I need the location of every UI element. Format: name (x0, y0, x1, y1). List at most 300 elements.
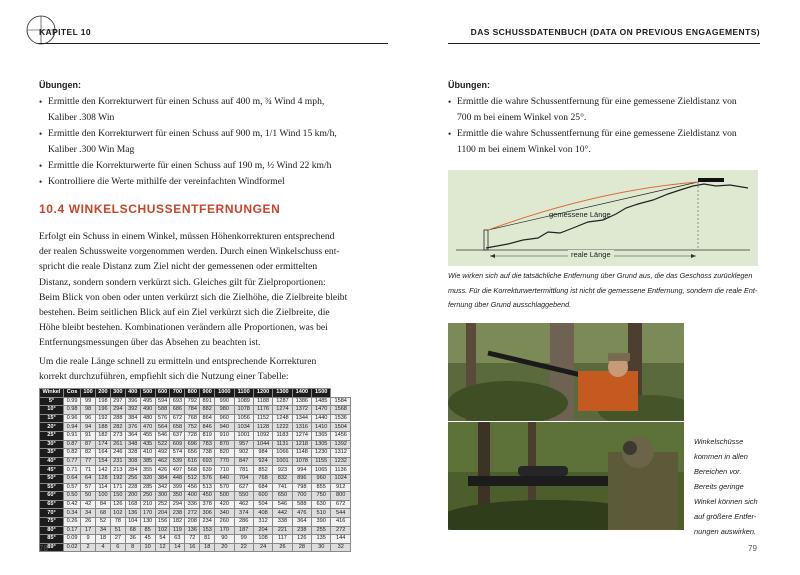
table-cell: 492 (155, 449, 170, 458)
table-cell: 784 (185, 406, 200, 415)
table-cell: 693 (200, 457, 215, 466)
table-cell: 497 (170, 466, 185, 475)
table-cell: 0.26 (64, 517, 81, 526)
shooter-post (484, 230, 488, 250)
exercise-line: Ermittle die wahre Schussentfernung für eine gemessene Zieldistanz von (457, 128, 737, 139)
table-cell: 0.34 (64, 509, 81, 518)
table-cell: 728 (185, 431, 200, 440)
table-cell: 102 (155, 526, 170, 535)
table-cell: 376 (125, 423, 140, 432)
table-cell: 26 (81, 517, 96, 526)
table-header-cell: 400 (125, 389, 140, 398)
table-cell: 1568 (331, 406, 351, 415)
table-cell: 288 (110, 414, 125, 423)
table-cell: 990 (215, 397, 234, 406)
table-row (40, 440, 351, 449)
table-cell: 136 (185, 526, 200, 535)
table-cell: 294 (110, 406, 125, 415)
angle-cosine-table (39, 388, 351, 552)
table-cell: 741 (273, 483, 292, 492)
table-cell: 34 (81, 509, 96, 518)
para-line: Um die reale Länge schnell zu ermitteln und entsprechende Korrekturen (39, 356, 317, 367)
table-cell: 27 (110, 535, 125, 544)
table-cell: 171 (110, 483, 125, 492)
table-header-cell: Winkel (40, 389, 64, 398)
table-header-cell: 900 (200, 389, 215, 398)
table-cell: 960 (215, 414, 234, 423)
table-cell: 153 (200, 526, 215, 535)
table-cell: 1232 (331, 457, 351, 466)
table-row (40, 466, 351, 475)
table-cell: 57 (81, 483, 96, 492)
table-cell: 204 (253, 526, 272, 535)
exercise-line: Kontrolliere die Werte mithilfe der vereinfachten Windformel (48, 176, 285, 187)
page-number-left: 78 (39, 544, 48, 553)
angle-cell: 60° (40, 492, 64, 501)
table-cell: 144 (331, 535, 351, 544)
table-cell: 544 (331, 509, 351, 518)
table-header-cell: 700 (170, 389, 185, 398)
table-cell: 1089 (234, 397, 253, 406)
table-cell: 294 (170, 500, 185, 509)
table-cell: 1001 (234, 431, 253, 440)
table-cell: 348 (125, 440, 140, 449)
table-cell: 364 (292, 517, 311, 526)
table-cell: 923 (273, 466, 292, 475)
table-cell: 846 (200, 423, 215, 432)
exercise-line: Kaliber .300 Win Mag (48, 144, 135, 155)
table-cell: 187 (234, 526, 253, 535)
table-header-cell: 800 (185, 389, 200, 398)
table-cell: 1148 (292, 449, 311, 458)
para-line: der realen Schussweite vorgenommen werden. Durch einen Winkelschuss ent- (39, 246, 340, 258)
table-row (40, 526, 351, 535)
table-cell: 170 (140, 509, 155, 518)
table-cell: 340 (215, 509, 234, 518)
table-cell: 576 (155, 414, 170, 423)
table-cell: 658 (170, 423, 185, 432)
table-cell: 0.71 (64, 466, 81, 475)
header-rule-left (38, 43, 388, 44)
table-cell: 246 (110, 449, 125, 458)
table-cell: 686 (170, 406, 185, 415)
table-cell: 2 (81, 543, 96, 552)
table-cell: 51 (110, 526, 125, 535)
table-cell: 1344 (292, 414, 311, 423)
table-cell: 650 (273, 492, 292, 501)
table-header-cell: 1500 (312, 389, 331, 398)
table-cell: 0.96 (64, 414, 81, 423)
table-row (40, 397, 351, 406)
table-cell: 71 (81, 466, 96, 475)
table-cell: 462 (155, 457, 170, 466)
table-cell: 85 (140, 526, 155, 535)
table-cell: 17 (81, 526, 96, 535)
table-cell: 570 (215, 483, 234, 492)
table-cell: 627 (234, 483, 253, 492)
table-cell: 832 (273, 474, 292, 483)
table-cell: 198 (96, 397, 111, 406)
angle-cell: 70° (40, 509, 64, 518)
exercise-line: 700 m bei einem Winkel von 25°. (457, 112, 587, 123)
body-paragraph-2 (39, 354, 351, 384)
table-cell: 752 (185, 423, 200, 432)
table-cell: 81 (200, 535, 215, 544)
table-cell: 1392 (331, 440, 351, 449)
table-cell: 384 (125, 414, 140, 423)
table-cell: 855 (312, 483, 331, 492)
table-cell: 912 (331, 483, 351, 492)
table-cell: 522 (155, 440, 170, 449)
para-line: Beim Blick von oben oder unten verkürzt sich die Zielhöhe, die Zielbreite bleibt (39, 291, 348, 303)
table-cell: 1410 (312, 423, 331, 432)
table-cell: 91 (81, 431, 96, 440)
table-cell: 1065 (312, 466, 331, 475)
para-line: korrekt durchzuführen, empfiehlt sich die Nutzung einer Tabelle: (39, 371, 289, 383)
table-cell: 50 (81, 492, 96, 501)
table-cell: 512 (185, 474, 200, 483)
table-cell: 864 (200, 414, 215, 423)
table-cell: 768 (185, 414, 200, 423)
exercise-line: Ermittle den Korrekturwert für einen Schuss auf 400 m, ¾ Wind 4 mph, (48, 96, 325, 107)
table-cell: 1152 (253, 414, 272, 423)
table-cell: 546 (273, 500, 292, 509)
table-cell: 228 (125, 483, 140, 492)
table-cell: 0.09 (64, 535, 81, 544)
para-line: Entfernungsmessungen über das Absehen zu beachten ist. (39, 337, 261, 349)
table-row (40, 535, 351, 544)
table-cell: 1136 (331, 466, 351, 475)
table-cell: 513 (200, 483, 215, 492)
table-cell: 87 (81, 440, 96, 449)
table-cell: 1316 (292, 423, 311, 432)
table-cell: 192 (110, 474, 125, 483)
table-cell: 286 (234, 517, 253, 526)
table-cell: 1440 (312, 414, 331, 423)
page-number-right: 79 (748, 544, 757, 553)
table-cell: 272 (331, 526, 351, 535)
caption-line: muss. Für die Korrekturwertermittlung ist nicht die gemessene Entfernung, sondern die reale Ent- (448, 285, 758, 295)
table-cell: 564 (155, 423, 170, 432)
exercise-line: 1100 m bei einem Winkel von 10°. (457, 144, 591, 155)
table-cell: 30 (312, 543, 331, 552)
table-cell: 18 (96, 535, 111, 544)
measured-line (488, 182, 698, 230)
table-cell: 639 (200, 466, 215, 475)
table-cell: 672 (331, 500, 351, 509)
side-caption-line: Bereits geringe (694, 482, 744, 491)
table-cell: 364 (125, 431, 140, 440)
angle-cell: 45° (40, 466, 64, 475)
table-cell: 54 (155, 535, 170, 544)
side-caption-line: Winkelschüsse (694, 437, 744, 446)
table-cell: 114 (96, 483, 111, 492)
table-row (40, 406, 351, 415)
body-paragraph-1 (39, 229, 351, 351)
table-cell: 136 (125, 509, 140, 518)
table-cell: 306 (200, 509, 215, 518)
table-cell: 285 (140, 483, 155, 492)
table-cell: 546 (155, 431, 170, 440)
table-cell: 1155 (312, 457, 331, 466)
table-cell: 768 (253, 474, 272, 483)
table-cell: 142 (96, 466, 111, 475)
angle-cell: 5° (40, 397, 64, 406)
table-header-cell: Cos (64, 389, 81, 398)
table-cell: 104 (125, 517, 140, 526)
angle-cell: 75° (40, 517, 64, 526)
table-cell: 1485 (312, 397, 331, 406)
table-cell: 14 (170, 543, 185, 552)
table-row (40, 517, 351, 526)
table-cell: 984 (253, 449, 272, 458)
table-cell: 261 (110, 440, 125, 449)
table-cell: 798 (292, 483, 311, 492)
table-cell: 416 (331, 517, 351, 526)
table-cell: 495 (140, 397, 155, 406)
table-cell: 700 (292, 492, 311, 501)
table-cell: 640 (215, 474, 234, 483)
list-item: • Ermittle den Korrekturwert für einen Schuss auf 400 m, ¾ Wind 4 mph, Kaliber .308 Win (39, 96, 325, 123)
angle-cell: 55° (40, 483, 64, 492)
table-cell: 420 (215, 500, 234, 509)
table-cell: 504 (253, 500, 272, 509)
table-cell: 960 (312, 474, 331, 483)
table-cell: 0.91 (64, 431, 81, 440)
table-cell: 208 (185, 517, 200, 526)
side-caption-line: Winkel können sich (694, 497, 758, 506)
table-cell: 84 (96, 500, 111, 509)
exercise-list-left (39, 94, 379, 190)
side-caption (694, 434, 766, 539)
table-cell: 1078 (292, 457, 311, 466)
table-cell: 588 (155, 406, 170, 415)
angle-cell: 10° (40, 406, 64, 415)
angle-cell: 65° (40, 500, 64, 509)
table-cell: 1056 (234, 414, 253, 423)
table-cell: 231 (110, 457, 125, 466)
table-cell: 8 (125, 543, 140, 552)
measured-length-label: gemessene Länge (549, 210, 611, 219)
table-cell: 693 (170, 397, 185, 406)
table-cell: 150 (110, 492, 125, 501)
table-cell: 34 (96, 526, 111, 535)
angle-cell: 30° (40, 440, 64, 449)
table-cell: 1504 (331, 423, 351, 432)
exercise-line: Ermittle den Korrekturwert für einen Schuss auf 900 m, 1/1 Wind 15 km/h, (48, 128, 337, 139)
table-cell: 783 (200, 440, 215, 449)
table-cell: 957 (234, 440, 253, 449)
table-cell: 820 (215, 449, 234, 458)
table-cell: 64 (81, 474, 96, 483)
table-row (40, 492, 351, 501)
table-cell: 1386 (292, 397, 311, 406)
list-item: • Ermittle die wahre Schussentfernung für eine gemessene Zieldistanz von 1100 m bei einem Winkel von 10°. (448, 128, 737, 155)
table-cell: 126 (110, 500, 125, 509)
table-header-cell: 1200 (253, 389, 272, 398)
table-cell: 273 (110, 431, 125, 440)
table-cell: 282 (110, 423, 125, 432)
list-item: • Ermittle die Korrekturwerte für einen Schuss auf 190 m, ½ Wind 22 km/h (39, 158, 379, 174)
table-cell: 462 (234, 500, 253, 509)
caption-line: Wie wirken sich auf die tatsächliche Entfernung über Grund aus, die das Geschoss zurücklegen (448, 271, 753, 280)
table-cell: 117 (273, 535, 292, 544)
table-cell: 910 (215, 431, 234, 440)
table-cell: 238 (292, 526, 311, 535)
table-cell: 1222 (273, 423, 292, 432)
table-cell: 20 (215, 543, 234, 552)
table-row (40, 500, 351, 509)
table-cell: 738 (200, 449, 215, 458)
exercise-line: Ermittle die wahre Schussentfernung für eine gemessene Zieldistanz von (457, 96, 737, 107)
table-cell: 260 (215, 517, 234, 526)
table-cell: 156 (155, 517, 170, 526)
table-cell: 847 (234, 457, 253, 466)
table-cell: 182 (170, 517, 185, 526)
table-cell: 1365 (312, 431, 331, 440)
table-cell: 1248 (273, 414, 292, 423)
table-cell: 410 (140, 449, 155, 458)
table-cell: 1287 (273, 397, 292, 406)
table-cell: 637 (170, 431, 185, 440)
para-line: Erfolgt ein Schuss in einem Winkel, müssen Höhenkorrekturen entsprechend (39, 231, 335, 242)
para-line: Höhe bleibt bestehen. Kombinationen verändern alle Proportionen, was bei (39, 322, 328, 334)
table-cell: 902 (234, 449, 253, 458)
table-cell: 1456 (331, 431, 351, 440)
table-cell: 168 (125, 500, 140, 509)
table-cell: 188 (96, 423, 111, 432)
table-cell: 94 (81, 423, 96, 432)
table-cell: 36 (125, 535, 140, 544)
table-cell: 0.98 (64, 406, 81, 415)
table-cell: 26 (273, 543, 292, 552)
table-cell: 252 (155, 500, 170, 509)
table-cell: 192 (96, 414, 111, 423)
table-cell: 204 (155, 509, 170, 518)
table-cell: 0.87 (64, 440, 81, 449)
real-length-label: reale Länge (568, 250, 614, 259)
table-cell: 210 (140, 500, 155, 509)
photo-tactical-shooter (448, 422, 684, 530)
table-cell: 792 (185, 397, 200, 406)
table-cell: 250 (140, 492, 155, 501)
table-cell: 164 (96, 449, 111, 458)
table-cell: 130 (140, 517, 155, 526)
table-cell: 1001 (273, 457, 292, 466)
table-cell: 1024 (331, 474, 351, 483)
table-cell: 770 (215, 457, 234, 466)
table-cell: 78 (110, 517, 125, 526)
table-header-row (40, 389, 351, 398)
angle-cell: 85° (40, 535, 64, 544)
table-cell: 234 (200, 517, 215, 526)
table-cell: 574 (170, 449, 185, 458)
table-cell: 68 (96, 509, 111, 518)
table-cell: 200 (125, 492, 140, 501)
table-cell: 1274 (292, 431, 311, 440)
side-caption-line: nungen auswirken. (694, 527, 757, 536)
table-cell: 1584 (331, 397, 351, 406)
table-cell: 0.50 (64, 492, 81, 501)
table-cell: 32 (331, 543, 351, 552)
table-cell: 350 (170, 492, 185, 501)
table-cell: 9 (81, 535, 96, 544)
table-cell: 940 (215, 423, 234, 432)
side-caption-line: kommen in allen (694, 452, 748, 461)
table-cell: 10 (140, 543, 155, 552)
table-cell: 1092 (253, 431, 272, 440)
table-cell: 750 (312, 492, 331, 501)
angle-cell: 35° (40, 449, 64, 458)
table-cell: 576 (200, 474, 215, 483)
table-cell: 539 (170, 457, 185, 466)
table-cell: 510 (312, 509, 331, 518)
list-item: • Ermittle den Korrekturwert für einen Schuss auf 900 m, 1/1 Wind 15 km/h, Kaliber .300 Win Mag (39, 128, 337, 155)
angle-cell: 50° (40, 474, 64, 483)
table-cell: 1274 (273, 406, 292, 415)
table-cell: 338 (273, 517, 292, 526)
table-cell: 28 (292, 543, 311, 552)
table-row (40, 414, 351, 423)
angle-table-container (39, 388, 351, 552)
table-cell: 1188 (253, 397, 272, 406)
table-cell: 0.42 (64, 500, 81, 509)
table-cell: 42 (81, 500, 96, 509)
table-cell: 1183 (273, 431, 292, 440)
table-cell: 52 (96, 517, 111, 526)
table-cell: 336 (185, 500, 200, 509)
table-cell: 374 (234, 509, 253, 518)
exercise-line: Kaliber .308 Win (48, 112, 115, 123)
angle-cell: 89° (40, 543, 64, 552)
table-cell: 1305 (312, 440, 331, 449)
table-cell: 174 (96, 440, 111, 449)
table-cell: 384 (155, 474, 170, 483)
table-cell: 616 (185, 457, 200, 466)
table-header-cell: 1400 (292, 389, 311, 398)
table-cell: 300 (155, 492, 170, 501)
table-cell: 0.57 (64, 483, 81, 492)
table-cell: 710 (215, 466, 234, 475)
table-cell: 0.77 (64, 457, 81, 466)
table-cell: 72 (185, 535, 200, 544)
table-cell: 442 (273, 509, 292, 518)
table-cell: 99 (234, 535, 253, 544)
table-cell: 630 (312, 500, 331, 509)
table-cell: 870 (215, 440, 234, 449)
table-cell: 126 (292, 535, 311, 544)
table-cell: 312 (253, 517, 272, 526)
table-cell: 63 (170, 535, 185, 544)
table-cell: 0.99 (64, 397, 81, 406)
table-cell: 45 (140, 535, 155, 544)
table-cell: 18 (200, 543, 215, 552)
table-cell: 196 (96, 406, 111, 415)
caption-line: fernung über Grund ausschlaggebend. (448, 300, 572, 309)
angle-cell: 80° (40, 526, 64, 535)
table-cell: 480 (140, 414, 155, 423)
exercise-list-right (448, 94, 768, 158)
table-header-cell: 100 (81, 389, 96, 398)
table-row (40, 449, 351, 458)
table-cell: 96 (81, 414, 96, 423)
table-cell: 0.94 (64, 423, 81, 432)
table-cell: 1470 (312, 406, 331, 415)
table-cell: 396 (125, 397, 140, 406)
table-cell: 500 (215, 492, 234, 501)
table-cell: 399 (170, 483, 185, 492)
para-line: bestehen. Beim seitlichen Blick auf ein Ziel verkürzt sich die Zielbreite, die (39, 307, 330, 319)
